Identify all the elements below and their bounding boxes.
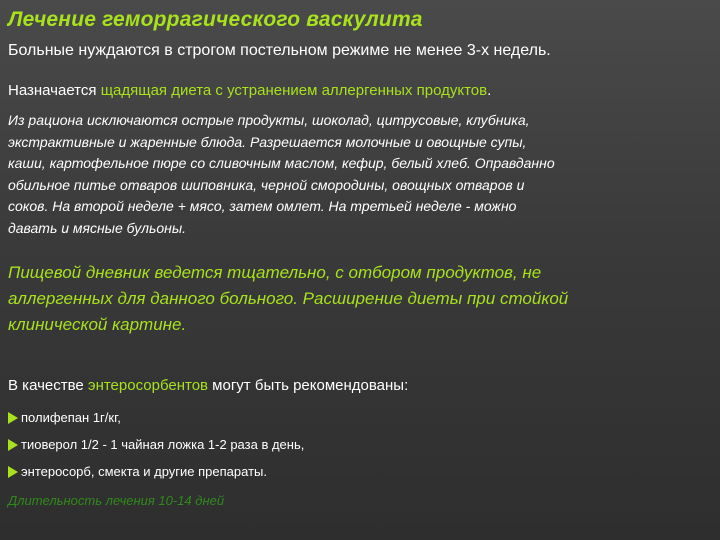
arrow-bullet-icon	[8, 412, 18, 424]
enterosorbents-highlight: энтеросорбентов	[87, 377, 209, 394]
enterosorbents-intro	[8, 377, 408, 394]
diet-line: Из рациона исключаются острые продукты, шоколад, цитрусовые, клубника,	[8, 112, 530, 128]
list-item-text: энтеросорб, смекта и другие препараты.	[21, 464, 267, 479]
diet-description	[8, 110, 698, 239]
page-title: Лечение геморрагического васкулита	[8, 8, 423, 31]
diary-line: аллергенных для данного больного. Расширение диеты при стойкой	[8, 289, 569, 308]
list-item	[8, 431, 304, 458]
diet-line: давать и мясные бульоны.	[8, 219, 187, 236]
list-item-text: тиоверол 1/2 - 1 чайная ложка 1-2 раза в день,	[21, 437, 305, 452]
diet-intro-suffix: .	[487, 82, 492, 99]
diet-line: каши, картофельное пюре со сливочным маслом, кефир, белый хлеб. Оправданно	[8, 155, 555, 171]
diary-line: Пищевой дневник ведется тщательно, с отбором продуктов, не	[8, 263, 542, 282]
list-item	[8, 458, 304, 485]
treatment-duration: Длительность лечения 10-14 дней	[8, 493, 225, 508]
drug-list	[8, 404, 304, 485]
list-item	[8, 404, 304, 431]
diet-line: соков. На второй неделе + мясо, затем омлет. На третьей неделе - можно	[8, 198, 517, 214]
enterosorbents-prefix: В качестве	[8, 377, 88, 394]
list-item-text: полифепан 1г/кг,	[21, 410, 121, 425]
diet-intro-highlight: щадящая диета с устранением аллергенных продуктов	[100, 82, 488, 99]
bed-rest-text: Больные нуждаются в строгом постельном режиме не менее 3-х недель.	[8, 42, 551, 59]
diet-line: экстрактивные и жаренные блюда. Разрешается молочные и овощные супы,	[8, 133, 527, 150]
enterosorbents-suffix: могут быть рекомендованы:	[208, 377, 409, 394]
food-diary-note	[8, 260, 698, 338]
diet-intro-prefix: Назначается	[8, 82, 101, 99]
diary-line: клинической картине.	[8, 315, 187, 334]
diet-intro	[8, 82, 491, 99]
diet-line: обильное питье отваров шиповника, черной смородины, овощных отваров и	[8, 176, 525, 193]
arrow-bullet-icon	[8, 466, 18, 478]
arrow-bullet-icon	[8, 439, 18, 451]
